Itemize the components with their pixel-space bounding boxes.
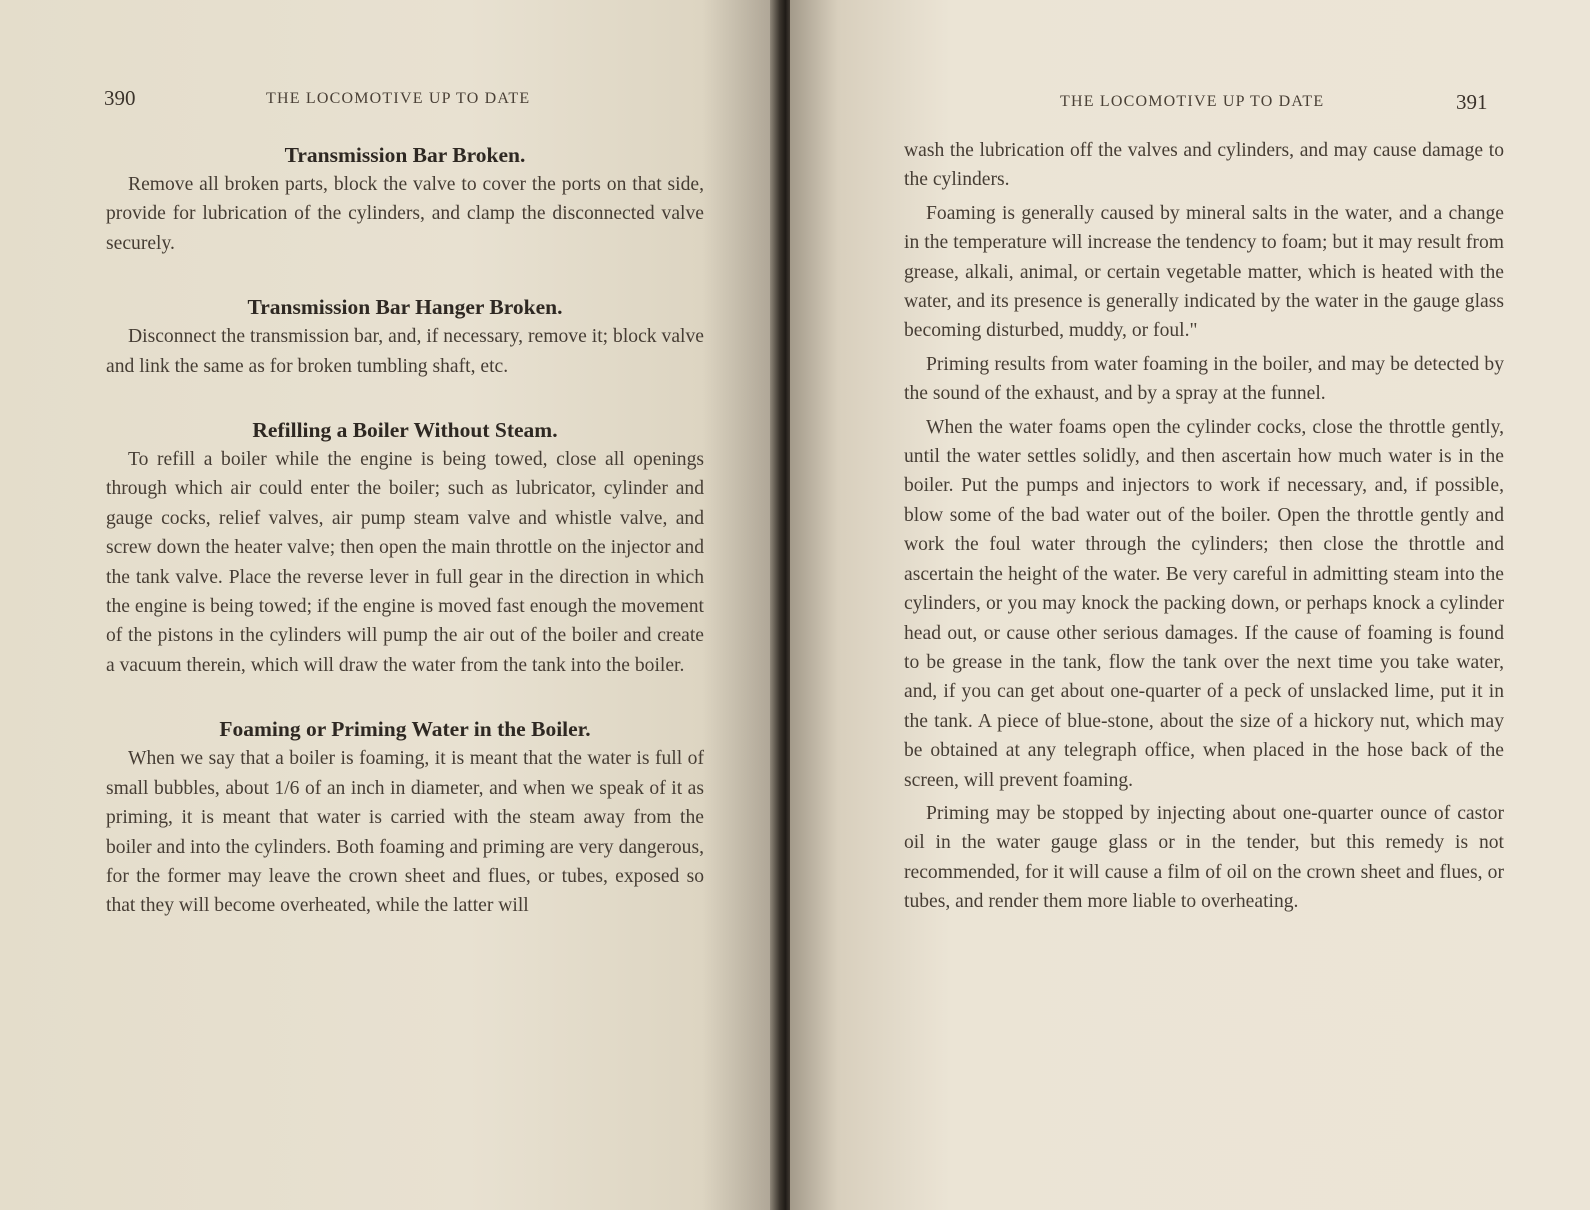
body-paragraph: Priming results from water foaming in the boiler, and may be detected by the sound of the exhaust, and by a spray at the funnel.	[904, 353, 1504, 405]
left-running-head: THE LOCOMOTIVE UP TO DATE	[266, 90, 531, 107]
left-page-number: 390	[104, 86, 136, 110]
section-paragraph: To refill a boiler while the engine is being towed, close all openings through which air could enter the boiler; such as lubricator, cylinder and gauge cocks, relief valves, air pump steam valve and whistle valve, and screw down the heater valve; then open the main throttle on the injector and the tank valve. Place the reverse lever in full gear in the direction in which the engine is being towed; if the engine is moved fast enough the movement of the pistons in the cylinders will pump the air out of the boiler and create a vacuum therein, which will draw the water from the tank into the boiler.	[106, 449, 704, 676]
section-heading: Refilling a Boiler Without Steam.	[252, 418, 558, 443]
body-paragraph: Foaming is generally caused by mineral salts in the water, and a change in the temperature will increase the tendency to foam; but it may result from grease, alkali, animal, or certain vegetable matter, which is heated with the water, and its presence is generally indicated by the water in the gauge glass becoming disturbed, muddy, or foul."	[904, 202, 1504, 342]
section-heading: Transmission Bar Hanger Broken.	[247, 295, 563, 320]
right-running-head: THE LOCOMOTIVE UP TO DATE	[1060, 93, 1325, 110]
section-heading: Foaming or Priming Water in the Boiler.	[219, 717, 591, 742]
section-paragraph: Disconnect the transmission bar, and, if necessary, remove it; block valve and link the same as for broken tumbling shaft, etc.	[106, 326, 704, 377]
section-paragraph: When we say that a boiler is foaming, it is meant that the water is full of small bubbles, about 1/6 of an inch in diameter, and when we speak of it as priming, it is meant that water is carried with the steam away from the boiler and into the cylinders. Both foaming and priming are very dangerous, for the former may leave the crown sheet and flues, or tubes, exposed so that they will become overheated, while the latter will	[106, 748, 704, 917]
right-column	[904, 136, 1504, 917]
left-column	[106, 140, 704, 921]
body-paragraph: Priming may be stopped by injecting about one-quarter ounce of castor oil in the water gauge glass or in the tender, but this remedy is not recommended, for it will cause a film of oil on the crown sheet and flues, or tubes, and render them more liable to overheating.	[904, 802, 1504, 913]
section-heading: Transmission Bar Broken.	[284, 143, 526, 167]
body-paragraph: When the water foams open the cylinder cocks, close the throttle gently, until the water settles solidly, and then ascertain how much water is in the boiler. Put the pumps and injectors to work if necessary, and, if possible, blow some of the bad water out of the boiler. Open the throttle gently and work the foul water through the cylinders; then close the throttle and ascertain the height of the water. Be very careful in admitting steam into the cylinders, or you may knock the packing down, or perhaps knock a cylinder head out, or cause other serious damages. If the cause of foaming is found to be grease in the tank, flow the tank over the next time you take water, and, if you can get about one-quarter of a peck of unslacked lime, put it in the tank. A piece of blue-stone, about the size of a hickory nut, which may be obtained at any telegraph office, when placed in the hose back of the screen, will prevent foaming.	[904, 416, 1504, 791]
section-paragraph: Remove all broken parts, block the valve to cover the ports on that side, provide for lubrication of the cylinders, and clamp the disconnected valve securely.	[106, 174, 704, 254]
continuation-paragraph: wash the lubrication off the valves and cylinders, and may cause damage to the cylinders.	[904, 140, 1504, 191]
left-page	[0, 0, 780, 1210]
right-page-number: 391	[1456, 90, 1488, 114]
